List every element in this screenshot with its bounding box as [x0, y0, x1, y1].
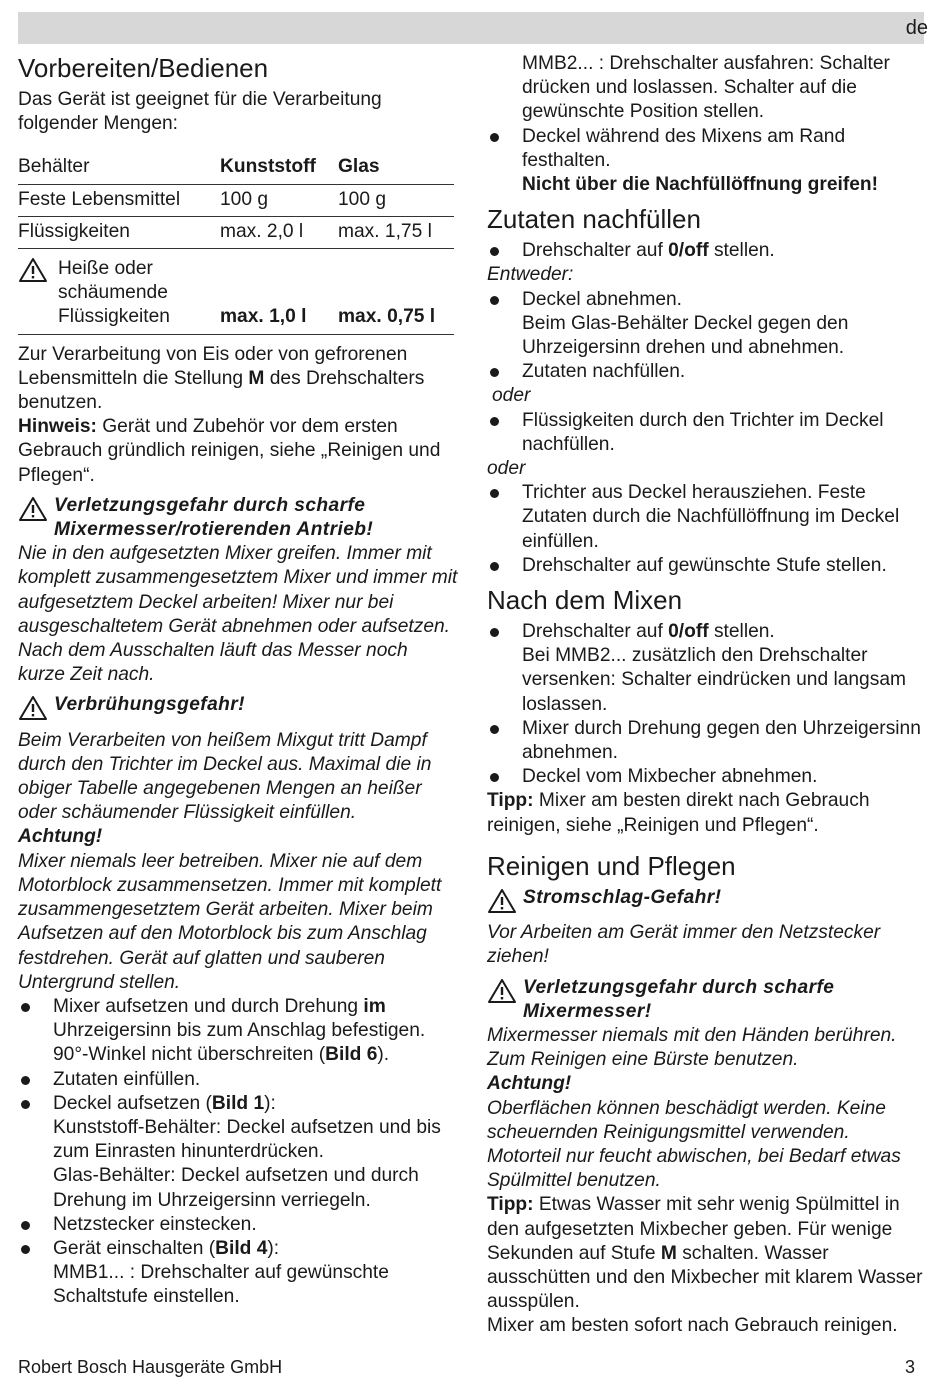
caution-text: Mixer niemals leer betreiben. Mixer nie auf dem Motorblock zusammensetzen. Immer mit komplett zusammengesetztem Gerät arbeiten. Mixer beim Aufsetzen auf den Motorblock bis zum Anschlag festdrehen. Gerät auf glatten und sauberen Untergrund stellen. — [18, 850, 442, 993]
list-item: Deckel während des Mixens am Rand festhalten. Nicht über die Nachfüllöffnung greifen! — [487, 125, 927, 198]
mmb2-instruction: MMB2... : Drehschalter ausfahren: Schalter drücken und loslassen. Schalter auf die gewünschte Position stellen. — [522, 53, 890, 123]
warning-heading: Stromschlag-Gefahr! — [523, 886, 722, 908]
refill-list-1 — [487, 239, 927, 263]
tip-after: Tipp: Mixer am besten direkt nach Gebrauch reinigen, siehe „Reinigen und Pflegen“. — [487, 790, 870, 836]
table-cell — [18, 249, 220, 335]
section-title-prepare: Vorbereiten/Bedienen — [18, 53, 269, 83]
left-column — [18, 52, 458, 1310]
refill-list-4 — [487, 481, 927, 578]
hot-liquids-label: Heiße oder schäumende Flüssigkeiten — [58, 258, 170, 328]
table-cell: max. 0,75 l — [338, 249, 454, 335]
warning-icon — [487, 976, 523, 1011]
list-item: Deckel vom Mixbecher abnehmen. — [487, 765, 927, 789]
list-item: Gerät einschalten (Bild 4): MMB1... : Drehschalter auf gewünschte Schaltstufe einstellen. — [18, 1237, 458, 1310]
quantity-table — [18, 152, 454, 334]
lid-list — [487, 125, 927, 198]
warning-text: Vor Arbeiten am Gerät immer den Netzstecker ziehen! — [487, 922, 881, 968]
ice-note: Zur Verarbeitung von Eis oder von gefrorenen Lebensmitteln die Stellung M des Drehschalters benutzen. — [18, 343, 425, 414]
warning-text: Beim Verarbeiten von heißem Mixgut tritt Dampf durch den Trichter im Deckel aus. Maximal die in obiger Tabelle angegebenen Mengen an heißer oder schäumender Flüssigkeit einfüllen. — [18, 729, 432, 824]
language-tag: de — [905, 17, 928, 39]
warning-blade-clean — [487, 976, 927, 1024]
list-item: Drehschalter auf 0/off stellen. Bei MMB2... zusätzlich den Drehschalter versenken: Schalter eindrücken und langsam loslassen. — [487, 620, 927, 717]
footer-company: Robert Bosch Hausgeräte GmbH — [18, 1357, 283, 1377]
caution-text: Oberflächen können beschädigt werden. Keine scheuernden Reinigungsmittel verwenden. Motorteil nur feucht abwischen, bei Bedarf etwas Spülmittel benutzen. — [487, 1097, 901, 1192]
warning-blade — [18, 494, 458, 542]
section-title-refill: Zutaten nachfüllen — [487, 204, 701, 235]
table-row — [18, 216, 454, 248]
list-item: Deckel aufsetzen (Bild 1): Kunststoff-Behälter: Deckel aufsetzen und bis zum Einrasten hinunterdrücken. Glas-Behälter: Deckel aufsetzen und durch Drehung im Uhrzeigersinn verriegeln. — [18, 1092, 458, 1213]
warning-icon — [487, 886, 523, 921]
table-cell: 100 g — [338, 184, 454, 216]
list-item: Mixer aufsetzen und durch Drehung im Uhrzeigersinn bis zum Anschlag befestigen. 90°-Winkel nicht überschreiten (Bild 6). — [18, 995, 458, 1068]
right-column — [487, 52, 927, 1339]
table-row-hot — [18, 249, 454, 335]
list-item: Deckel abnehmen. Beim Glas-Behälter Deckel gegen den Uhrzeigersinn drehen und abnehmen. — [487, 288, 927, 361]
section-title-after: Nach dem Mixen — [487, 585, 683, 616]
caution-heading: Achtung! — [18, 826, 103, 848]
header-bar — [18, 12, 924, 44]
list-item: Drehschalter auf gewünschte Stufe stellen. — [487, 554, 927, 578]
after-list — [487, 620, 927, 789]
page-number: 3 — [905, 1357, 916, 1377]
hint-note: Hinweis: Gerät und Zubehör vor dem ersten Gebrauch gründlich reinigen, siehe „Reinigen und Pflegen“. — [18, 416, 441, 486]
warning-heading: Verletzungsgefahr durch scharfe Mixermesser/rotierenden Antrieb! — [54, 494, 374, 541]
assembly-steps — [18, 995, 458, 1310]
refill-list-3 — [487, 409, 927, 457]
caution-heading: Achtung! — [487, 1073, 572, 1095]
list-item: Mixer durch Drehung gegen den Uhrzeigersinn abnehmen. — [487, 717, 927, 765]
list-item: Trichter aus Deckel herausziehen. Feste Zutaten durch die Nachfüllöffnung im Deckel einfüllen. — [487, 481, 927, 554]
list-item: Zutaten einfüllen. — [18, 1068, 458, 1092]
warning-icon — [18, 257, 58, 330]
list-item: Drehschalter auf 0/off stellen. — [487, 239, 927, 263]
table-cell: Flüssigkeiten — [18, 216, 220, 248]
final-note: Mixer am besten sofort nach Gebrauch reinigen. — [487, 1315, 898, 1337]
warning-heading: Verbrühungsgefahr! — [54, 694, 245, 716]
list-item: Zutaten nachfüllen. — [487, 360, 927, 384]
table-header-cell: Glas — [338, 152, 454, 184]
or-label: oder — [487, 458, 526, 480]
refill-list-2 — [487, 288, 927, 385]
table-cell: max. 1,75 l — [338, 216, 454, 248]
tip-clean: Tipp: Etwas Wasser mit sehr wenig Spülmittel in den aufgesetzten Mixbecher geben. Für wenige Sekunden auf Stufe M schalten. Wasser ausschütten und den Mixbecher mit klarem Wasser ausspülen. — [487, 1194, 923, 1313]
list-item: Netzstecker einstecken. — [18, 1213, 458, 1237]
intro-text: Das Gerät ist geeignet für die Verarbeitung folgender Mengen: — [18, 89, 382, 135]
section-title-clean: Reinigen und Pflegen — [487, 850, 736, 881]
list-item: Flüssigkeiten durch den Trichter im Deckel nachfüllen. — [487, 409, 927, 457]
warning-text: Mixermesser niemals mit den Händen berühren. Zum Reinigen eine Bürste benutzen. — [487, 1024, 897, 1071]
table-cell: max. 1,0 l — [220, 249, 338, 335]
warning-scald — [18, 693, 458, 728]
warning-shock — [487, 886, 927, 921]
warning-heading: Verletzungsgefahr durch scharfe Mixermesser! — [523, 976, 835, 1022]
table-cell: max. 2,0 l — [220, 216, 338, 248]
either-label: Entweder: — [487, 264, 574, 286]
table-header-cell: Behälter — [18, 152, 220, 184]
table-cell: Feste Lebensmittel — [18, 184, 220, 216]
table-header-cell: Kunststoff — [220, 152, 338, 184]
warning-icon — [18, 494, 54, 529]
warning-icon — [18, 693, 54, 728]
table-row — [18, 184, 454, 216]
table-header-row — [18, 152, 454, 184]
warning-text: Nie in den aufgesetzten Mixer greifen. Immer mit komplett zusammengesetztem Mixer und immer mit aufgesetztem Deckel arbeiten! Mixer nur bei ausgeschaltetem Gerät abnehmen oder aufsetzen. Nach dem Ausschalten läuft das Messer noch kurze Zeit nach. — [18, 543, 458, 686]
table-cell: 100 g — [220, 184, 338, 216]
or-label: oder — [492, 385, 531, 407]
